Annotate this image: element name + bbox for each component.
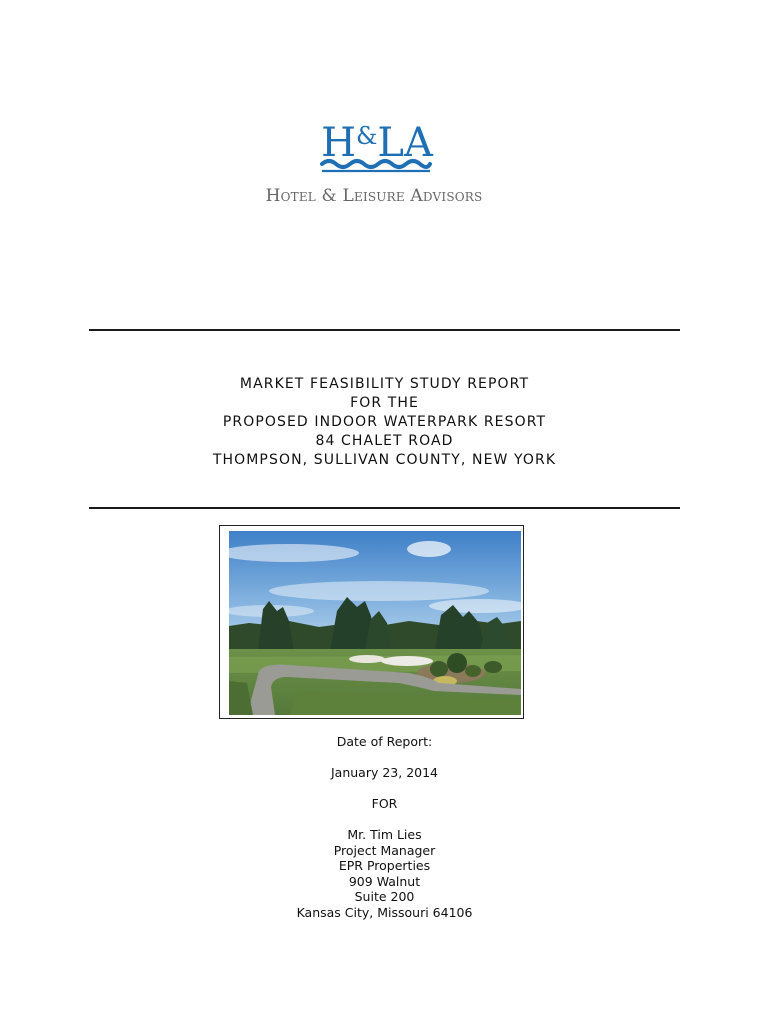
recipient-line: EPR Properties — [338, 858, 431, 873]
logo-letters-la: LA — [377, 120, 433, 166]
logo-letter-h: H — [321, 120, 357, 166]
logo-ampersand: & — [356, 122, 378, 150]
report-title-line: THOMPSON, SULLIVAN COUNTY, NEW YORK — [212, 452, 557, 468]
report-details — [89, 734, 680, 920]
recipient-line: Project Manager — [333, 842, 436, 858]
bottom-divider — [89, 507, 680, 509]
top-divider — [89, 329, 680, 331]
date-value: January 23, 2014 — [330, 765, 439, 780]
company-logo — [0, 110, 768, 220]
report-title-line: PROPOSED INDOOR WATERPARK RESORT — [222, 414, 547, 430]
report-title-line: MARKET FEASIBILITY STUDY REPORT — [239, 376, 530, 392]
recipient-line: Kansas City, Missouri 64106 — [296, 904, 473, 920]
recipient-line: Mr. Tim Lies — [347, 827, 422, 842]
recipient-line: Suite 200 — [354, 889, 415, 904]
report-title-line: 84 CHALET ROAD — [315, 433, 454, 449]
for-label: FOR — [371, 796, 398, 811]
logo-company-name: Hotel & Leisure Advisors — [265, 186, 483, 206]
site-photo-frame — [219, 525, 524, 719]
date-label: Date of Report: — [336, 734, 433, 749]
recipient-line: 909 Walnut — [348, 873, 421, 889]
report-title — [89, 375, 680, 470]
golf-course-photo — [229, 531, 521, 715]
report-title-line: FOR THE — [350, 395, 419, 411]
logo-waves-icon — [320, 156, 432, 174]
